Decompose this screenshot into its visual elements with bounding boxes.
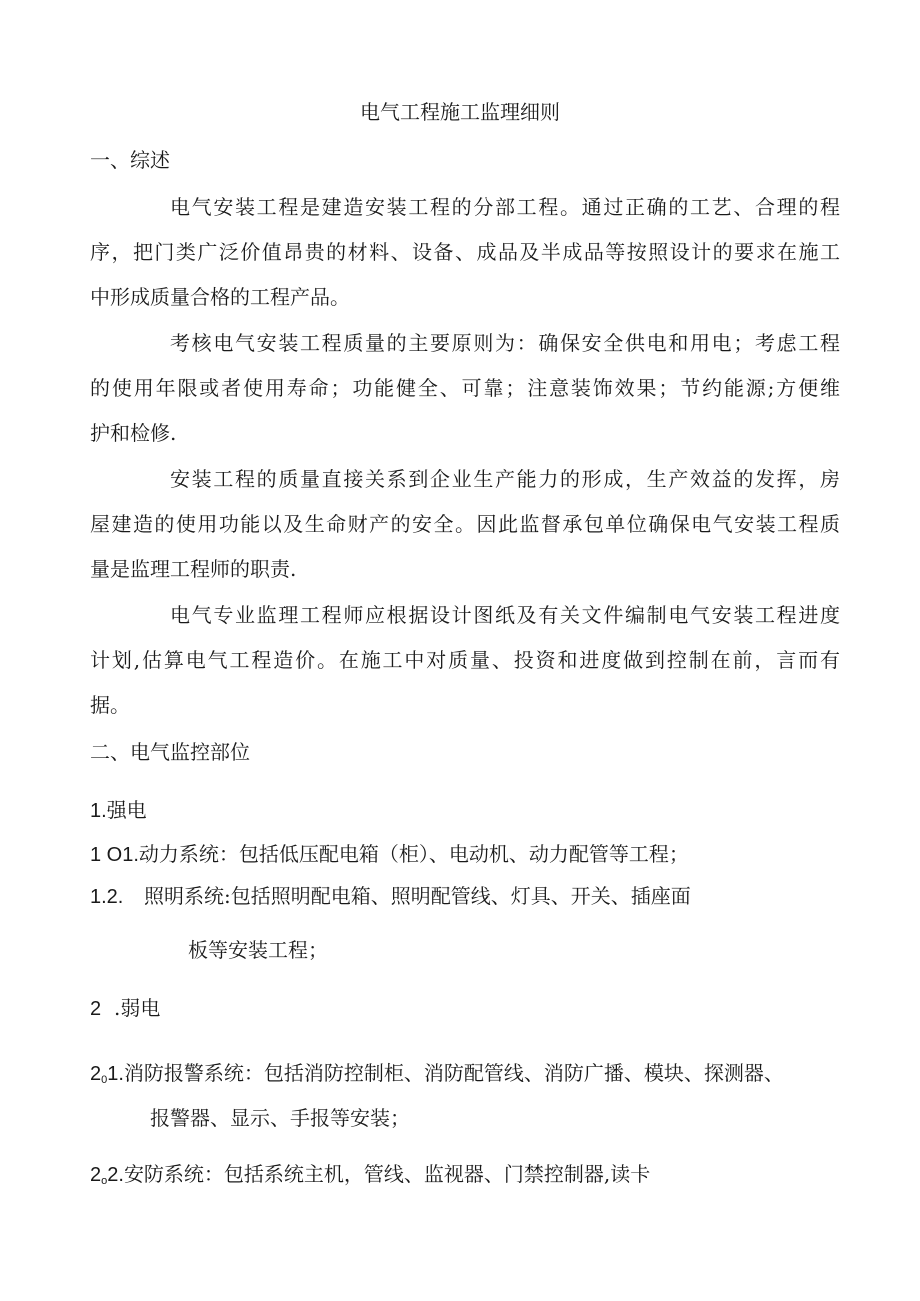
strong-item-2-text: 照明系统:包括照明配电箱、照明配管线、灯具、开关、插座面 — [144, 884, 691, 908]
strong-item-2-number: 1.2. — [90, 886, 124, 908]
weak-item-2-number-tail: 2. — [107, 1164, 124, 1186]
weak-item-2-number — [90, 1164, 124, 1186]
paragraph-4-line-2: 计划,估算电气工程造价。在施工中对质量、投资和进度做到控制在前，言而有 — [90, 648, 840, 672]
section-1-heading: 一、综述 — [90, 148, 170, 172]
weak-item-1 — [90, 1061, 784, 1086]
paragraph-3-line-2: 屋建造的使用功能以及生命财产的安全。因此监督承包单位确保电气安装工程质 — [90, 512, 840, 536]
weak-current-number: 2 — [90, 998, 102, 1020]
strong-current-label: 强电 — [106, 798, 147, 822]
page-title: 电气工程施工监理细则 — [360, 100, 560, 124]
paragraph-2-line-3: 护和检修. — [90, 421, 177, 445]
strong-item-2-continuation: 板等安装工程； — [188, 938, 328, 962]
strong-item-1-number: 1 O1. — [90, 844, 139, 866]
paragraph-4-line-1: 电气专业监理工程师应根据设计图纸及有关文件编制电气安装工程进度 — [170, 603, 840, 627]
weak-item-2-number-main: 2 — [90, 1164, 102, 1186]
weak-item-1-number-main: 2 — [90, 1063, 102, 1085]
weak-item-1-text: 消防报警系统：包括消防控制柜、消防配管线、消防广播、模块、探测器、 — [123, 1061, 784, 1085]
paragraph-1-line-1: 电气安装工程是建造安装工程的分部工程。通过正确的工艺、合理的程 — [170, 195, 840, 219]
paragraph-2-line-1: 考核电气安装工程质量的主要原则为：确保安全供电和用电；考虑工程 — [170, 331, 840, 355]
paragraph-1-line-3: 中形成质量合格的工程产品。 — [90, 285, 350, 309]
weak-item-2 — [90, 1162, 650, 1187]
strong-item-2 — [90, 884, 691, 909]
paragraph-2-line-2: 的使用年限或者使用寿命；功能健全、可靠；注意装饰效果；节约能源;方便维 — [90, 376, 840, 400]
paragraph-3-line-1: 安装工程的质量直接关系到企业生产能力的形成，生产效益的发挥，房 — [170, 467, 840, 491]
strong-current-number: 1. — [90, 800, 107, 822]
weak-current-label: .弱电 — [114, 996, 161, 1020]
weak-item-2-text: 安防系统：包括系统主机，管线、监视器、门禁控制器,读卡 — [123, 1162, 651, 1186]
weak-item-1-continuation: 报警器、显示、手报等安装； — [150, 1106, 410, 1130]
strong-current-heading — [90, 798, 147, 823]
section-2-heading: 二、电气监控部位 — [90, 740, 250, 764]
paragraph-3-line-3: 量是监理工程师的职责. — [90, 557, 297, 581]
weak-item-1-number-tail: 1. — [107, 1063, 124, 1085]
weak-item-1-number — [90, 1063, 124, 1085]
weak-item-2-number-sub: o — [101, 1175, 108, 1187]
paragraph-1-line-2: 序，把门类广泛价值昂贵的材料、设备、成品及半成品等按照设计的要求在施工 — [90, 240, 840, 264]
paragraph-4-line-3: 据。 — [90, 693, 130, 717]
strong-item-1 — [90, 842, 689, 867]
weak-item-1-number-sub: 0 — [101, 1074, 108, 1086]
weak-current-heading — [90, 996, 160, 1021]
strong-item-1-text: 动力系统：包括低压配电箱（柜）、电动机、动力配管等工程； — [138, 842, 689, 866]
